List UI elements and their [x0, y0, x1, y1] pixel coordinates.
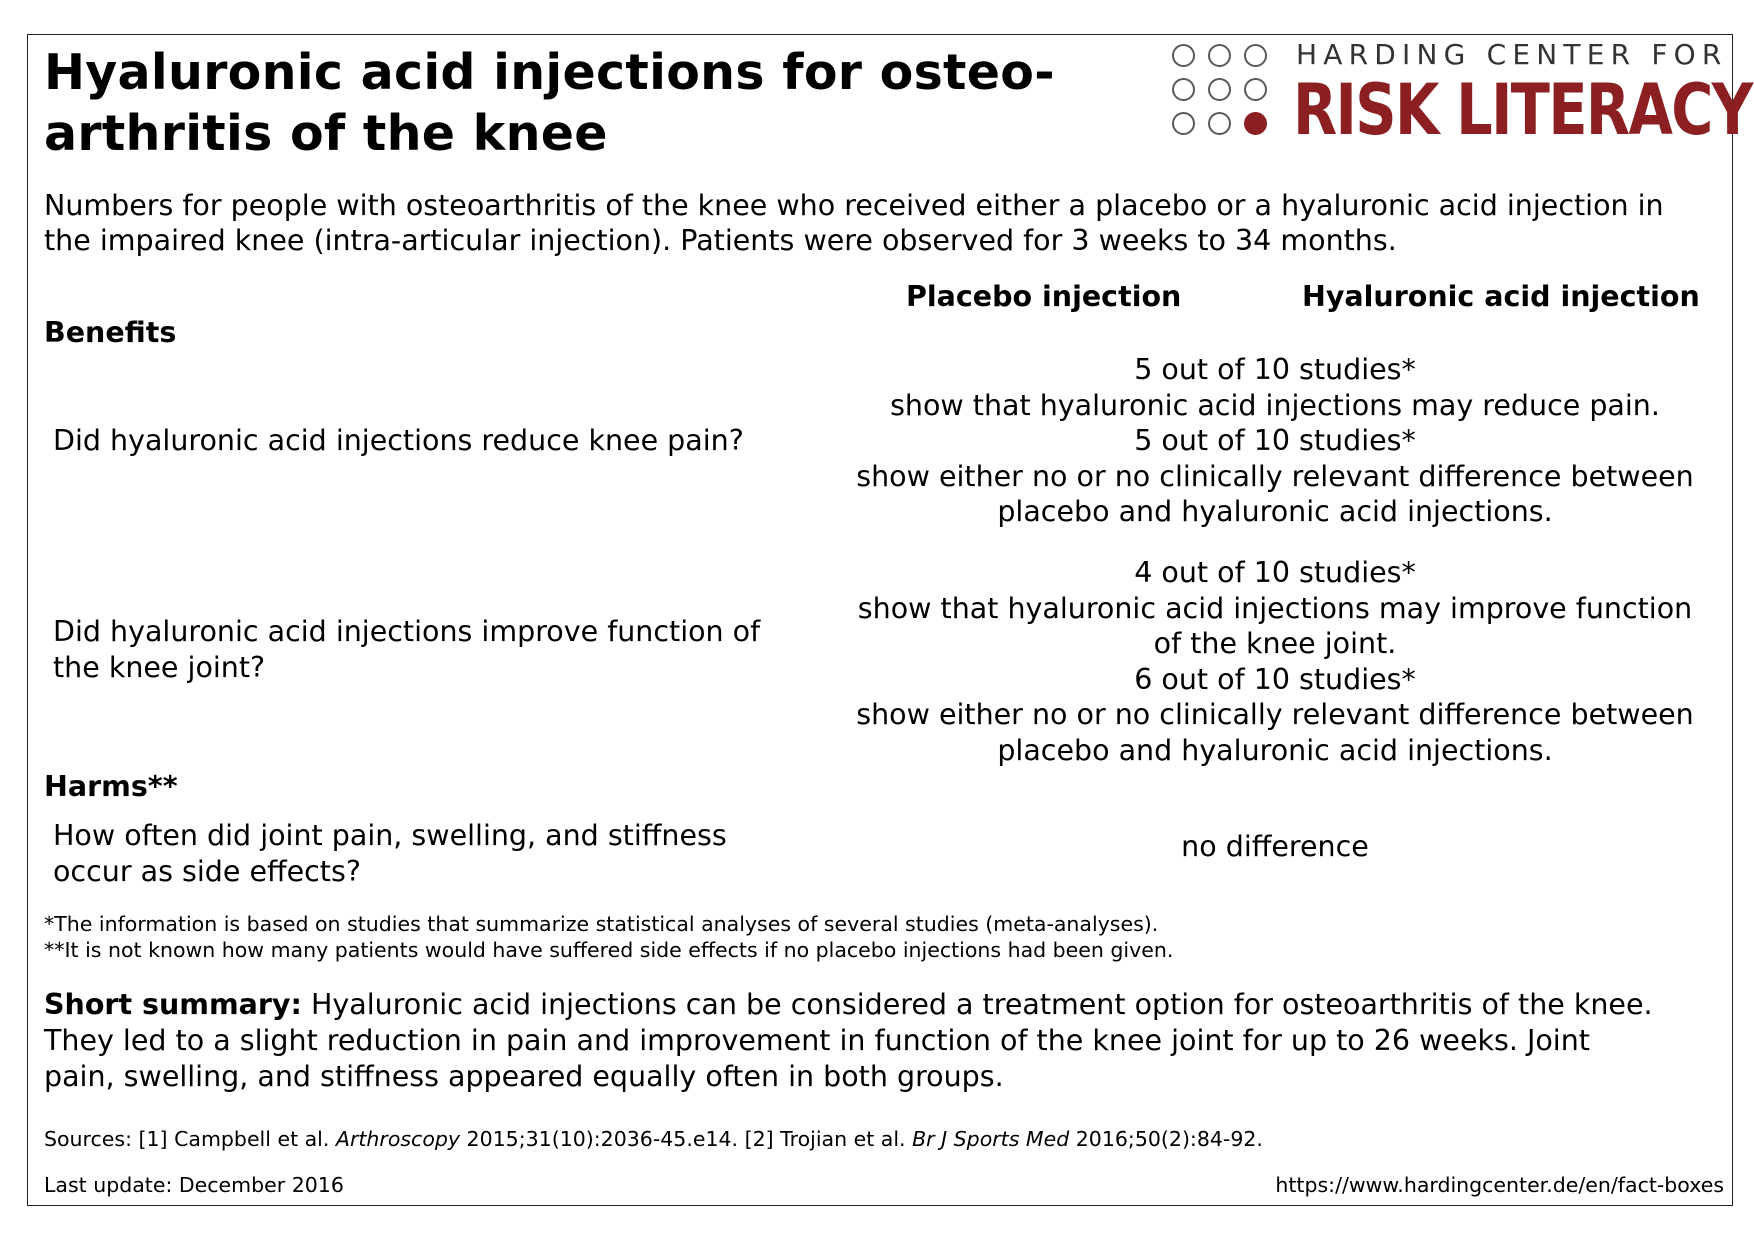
answer-line: show either no or no clinically relevant difference between	[856, 459, 1694, 493]
question-line: Did hyaluronic acid injections improve function of	[53, 615, 761, 648]
answer-line: 6 out of 10 studies*	[1134, 662, 1416, 696]
column-header-placebo: Placebo injection	[906, 280, 1182, 313]
summary-line-2: They led to a slight reduction in pain and improvement in function of the knee joint for up to 26 weeks. Joint	[44, 1024, 1590, 1057]
benefits-heading: Benefits	[44, 316, 177, 349]
benefit-answer-function	[830, 555, 1720, 769]
fact-boxes-link[interactable]: https://www.hardingcenter.de/en/fact-boxes	[1275, 1173, 1724, 1197]
harm-answer-side-effects	[830, 829, 1720, 865]
logo-dot-icon	[1244, 44, 1267, 67]
answer-line: of the knee joint.	[1153, 627, 1397, 661]
answer-line: placebo and hyaluronic acid injections.	[997, 733, 1553, 767]
summary-line-3: pain, swelling, and stiffness appeared equally often in both groups.	[44, 1060, 1004, 1093]
page-title	[44, 42, 1124, 164]
answer-line: no difference	[1181, 830, 1369, 863]
summary-line-1	[44, 987, 1734, 1023]
footnote-meta-analyses: *The information is based on studies that summarize statistical analyses of several studies (meta-analyses).	[44, 912, 1159, 936]
short-summary	[44, 987, 1734, 1095]
title-line-2: arthritis of the knee	[44, 105, 608, 162]
summary-text: Hyaluronic acid injections can be considered a treatment option for osteoarthritis of the knee.	[301, 988, 1653, 1021]
answer-line: 5 out of 10 studies*	[1134, 424, 1416, 458]
sources-ref2: 2016;50(2):84-92.	[1069, 1127, 1263, 1151]
answer-line: show either no or no clinically relevant difference between	[856, 698, 1694, 732]
journal-arthroscopy: Arthroscopy	[335, 1127, 461, 1151]
logo-bottom-text: RISK LITERACY	[1293, 69, 1752, 151]
answer-line: placebo and hyaluronic acid injections.	[997, 495, 1553, 529]
question-line: the knee joint?	[53, 651, 266, 684]
answer-line: 4 out of 10 studies*	[1134, 556, 1416, 589]
logo-dot-icon	[1244, 78, 1267, 101]
answer-line: show that hyaluronic acid injections may reduce pain.	[890, 388, 1660, 422]
intro-line-1: Numbers for people with osteoarthritis of the knee who received either a placebo or a hyaluronic acid injection in	[44, 189, 1664, 222]
logo-dot-icon	[1208, 78, 1231, 101]
logo-dot-filled-icon	[1244, 112, 1267, 135]
question-line: occur as side effects?	[53, 855, 361, 888]
benefit-answer-pain	[830, 352, 1720, 530]
sources-prefix: Sources: [1] Campbell et al.	[44, 1127, 336, 1151]
last-update: Last update: December 2016	[44, 1173, 344, 1197]
journal-bjsm: Br J Sports Med	[912, 1127, 1070, 1151]
logo-dot-icon	[1208, 44, 1231, 67]
logo-dot-grid-icon	[1172, 44, 1276, 144]
question-line: How often did joint pain, swelling, and stiffness	[53, 819, 727, 852]
logo-top-text: HARDING CENTER FOR	[1296, 38, 1728, 71]
harms-heading: Harms**	[44, 770, 178, 803]
logo-dot-icon	[1172, 44, 1195, 67]
intro-line-2: the impaired knee (intra-articular injection). Patients were observed for 3 weeks to 34 months.	[44, 224, 1397, 257]
column-header-treatment: Hyaluronic acid injection	[1302, 280, 1700, 313]
logo-dot-icon	[1172, 112, 1195, 135]
intro-text	[44, 188, 1724, 258]
benefit-question-pain	[53, 423, 793, 459]
harm-question-side-effects	[53, 818, 793, 890]
title-line-1: Hyaluronic acid injections for osteo-	[44, 44, 1055, 101]
footnote-side-effects: **It is not known how many patients would have suffered side effects if no placebo injections had been given.	[44, 938, 1174, 962]
answer-line: 5 out of 10 studies*	[1134, 353, 1416, 386]
harding-center-logo	[1172, 38, 1752, 151]
benefit-question-function	[53, 614, 793, 686]
logo-dot-icon	[1208, 112, 1231, 135]
question-line: Did hyaluronic acid injections reduce knee pain?	[53, 424, 744, 457]
answer-line: show that hyaluronic acid injections may improve function	[857, 591, 1693, 625]
logo-dot-icon	[1172, 78, 1195, 101]
sources	[44, 1127, 1263, 1151]
sources-ref1: 2015;31(10):2036-45.e14. [2] Trojian et al.	[460, 1127, 913, 1151]
summary-label: Short summary:	[44, 988, 302, 1021]
